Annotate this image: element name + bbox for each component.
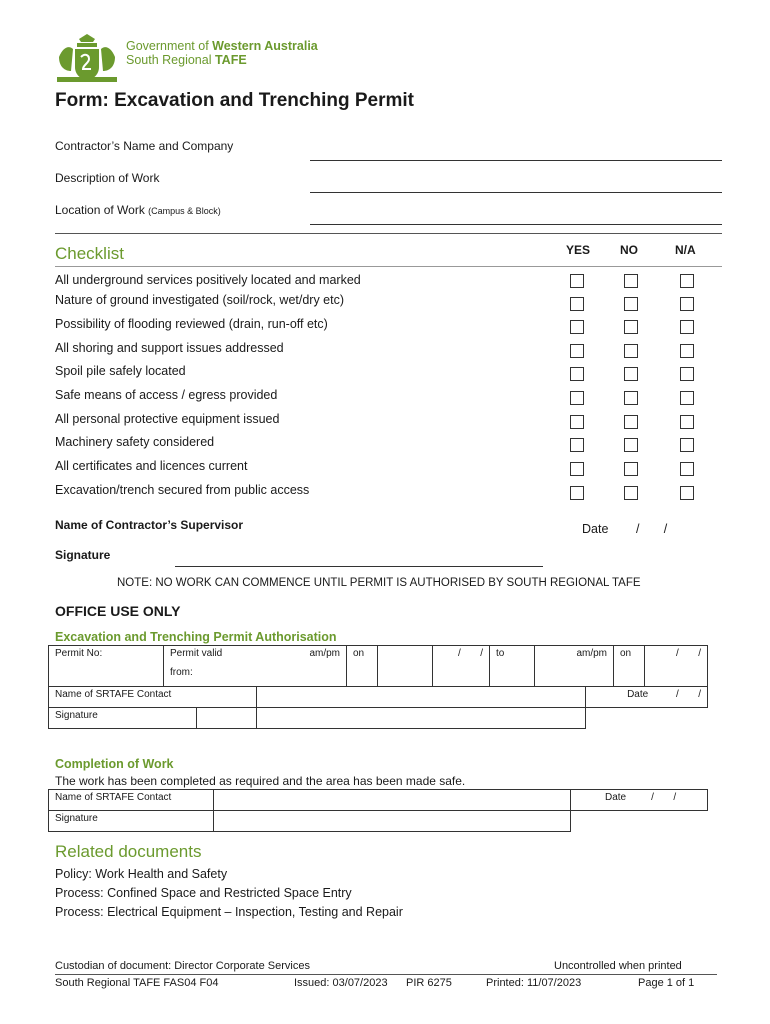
col-na: N/A — [675, 243, 696, 257]
no-checkbox[interactable] — [624, 415, 638, 429]
signature-input[interactable] — [214, 811, 571, 832]
organisation-line: South Regional TAFE — [126, 53, 247, 67]
contact-name-input[interactable] — [257, 687, 586, 708]
no-checkbox[interactable] — [624, 367, 638, 381]
table-row — [49, 811, 708, 832]
section-divider — [55, 233, 722, 234]
on-label: on — [353, 648, 365, 659]
na-checkbox[interactable] — [680, 297, 694, 311]
description-label: Description of Work — [55, 171, 160, 185]
no-checkbox[interactable] — [624, 462, 638, 476]
na-checkbox[interactable] — [680, 367, 694, 381]
yes-checkbox[interactable] — [570, 344, 584, 358]
wa-crest-logo — [55, 33, 119, 85]
contact-label: Name of SRTAFE Contact — [55, 792, 172, 803]
contact-label-cell — [49, 790, 214, 811]
page-number: Page 1 of 1 — [638, 977, 695, 989]
no-checkbox[interactable] — [624, 344, 638, 358]
date-label: Date — [627, 689, 649, 700]
date-label: Date — [605, 792, 627, 803]
yes-checkbox[interactable] — [570, 367, 584, 381]
uncontrolled-text: Uncontrolled when printed — [554, 960, 682, 972]
col-no: NO — [620, 243, 638, 257]
na-checkbox[interactable] — [680, 391, 694, 405]
authorisation-note: NOTE: NO WORK CAN COMMENCE UNTIL PERMIT IS AUTHORISED BY SOUTH REGIONAL TAFE — [117, 577, 641, 589]
date-cell[interactable] — [586, 687, 708, 708]
checklist-item: All shoring and support issues addressed — [55, 341, 284, 355]
office-use-heading: OFFICE USE ONLY — [55, 603, 181, 619]
location-label: Location of Work (Campus & Block) — [55, 203, 221, 217]
authorisation-table — [48, 645, 708, 687]
yes-checkbox[interactable] — [570, 297, 584, 311]
permit-no-cell[interactable] — [49, 646, 164, 687]
date-slashes: / / — [651, 792, 677, 803]
no-checkbox[interactable] — [624, 274, 638, 288]
supervisor-name-label: Name of Contractor’s Supervisor — [55, 518, 244, 532]
yes-checkbox[interactable] — [570, 486, 584, 500]
date-from-slashes-cell[interactable] — [433, 646, 490, 687]
na-checkbox[interactable] — [680, 344, 694, 358]
related-item[interactable]: Process: Confined Space and Restricted Space Entry — [55, 886, 352, 900]
signature-input[interactable] — [175, 566, 543, 567]
checklist-item: All certificates and licences current — [55, 459, 248, 473]
na-checkbox[interactable] — [680, 415, 694, 429]
yes-checkbox[interactable] — [570, 274, 584, 288]
srtafe-contact-table — [48, 686, 708, 729]
date-cell[interactable] — [571, 790, 708, 811]
location-note: (Campus & Block) — [148, 206, 221, 216]
auth-heading: Excavation and Trenching Permit Authorisation — [55, 630, 337, 644]
related-item[interactable]: Process: Electrical Equipment – Inspection, Testing and Repair — [55, 905, 403, 919]
checklist-heading: Checklist — [55, 244, 124, 263]
ampm-label: am/pm — [309, 648, 340, 659]
government-line: Government of Western Australia — [126, 39, 318, 53]
contact-label: Name of SRTAFE Contact — [55, 689, 172, 700]
table-row — [49, 790, 708, 811]
footer-divider — [55, 974, 717, 975]
signature-label: Signature — [55, 710, 98, 721]
date-slashes: / / — [675, 689, 701, 700]
contractor-label: Contractor’s Name and Company — [55, 139, 234, 153]
location-input[interactable] — [310, 224, 722, 225]
doc-id-text: South Regional TAFE FAS04 F04 — [55, 977, 219, 989]
yes-checkbox[interactable] — [570, 415, 584, 429]
checklist-item: Excavation/trench secured from public access — [55, 483, 310, 497]
permit-valid-cell[interactable] — [164, 646, 347, 687]
to-label: to — [496, 648, 505, 659]
no-checkbox[interactable] — [624, 486, 638, 500]
contact-label-cell — [49, 687, 257, 708]
blank-cell — [571, 811, 708, 832]
table-row — [49, 687, 708, 708]
date-slashes: / / — [675, 648, 701, 659]
no-checkbox[interactable] — [624, 391, 638, 405]
supervisor-date-slashes[interactable]: / / — [636, 522, 668, 536]
na-checkbox[interactable] — [680, 438, 694, 452]
table-row — [49, 646, 708, 687]
na-checkbox[interactable] — [680, 462, 694, 476]
yes-checkbox[interactable] — [570, 462, 584, 476]
checklist-item: Possibility of flooding reviewed (drain, run-off etc) — [55, 317, 328, 331]
permit-valid-label: Permit valid — [170, 648, 223, 659]
signature-cell[interactable] — [196, 708, 256, 729]
yes-checkbox[interactable] — [570, 320, 584, 334]
checklist-item: All personal protective equipment issued — [55, 412, 280, 426]
on-cell — [347, 646, 378, 687]
blank-cell — [586, 708, 708, 729]
date-slashes: / / — [457, 648, 483, 659]
pir-text: PIR 6275 — [406, 977, 452, 989]
contact-name-input[interactable] — [214, 790, 571, 811]
from-label: from: — [170, 667, 193, 678]
checklist-item: All underground services positively located and marked — [55, 273, 361, 287]
contractor-input[interactable] — [310, 160, 722, 161]
no-checkbox[interactable] — [624, 297, 638, 311]
table-row — [49, 708, 708, 729]
on-cell — [614, 646, 645, 687]
custodian-text: Custodian of document: Director Corporate Services — [55, 960, 310, 972]
page-title: Form: Excavation and Trenching Permit — [55, 90, 414, 111]
issued-text: Issued: 03/07/2023 — [294, 977, 388, 989]
date-from-cell[interactable] — [378, 646, 433, 687]
yes-checkbox[interactable] — [570, 438, 584, 452]
signature-label: Signature — [55, 548, 111, 562]
signature-label-cell — [49, 708, 197, 729]
ampm-label: am/pm — [576, 648, 607, 659]
na-checkbox[interactable] — [680, 486, 694, 500]
checklist-item: Machinery safety considered — [55, 435, 215, 449]
checklist-item: Nature of ground investigated (soil/rock, wet/dry etc) — [55, 293, 345, 307]
related-heading: Related documents — [55, 842, 202, 861]
related-item[interactable]: Policy: Work Health and Safety — [55, 867, 228, 881]
completion-text: The work has been completed as required and the area has been made safe. — [55, 774, 466, 788]
checklist-item: Spoil pile safely located — [55, 364, 186, 378]
completion-heading: Completion of Work — [55, 757, 174, 771]
signature-label-cell — [49, 811, 214, 832]
date-to-cell[interactable] — [645, 646, 708, 687]
yes-checkbox[interactable] — [570, 391, 584, 405]
permit-no-label: Permit No: — [55, 648, 103, 659]
printed-text: Printed: 11/07/2023 — [486, 977, 582, 989]
supervisor-date-label: Date — [582, 522, 609, 536]
signature-input[interactable] — [257, 708, 586, 729]
na-checkbox[interactable] — [680, 320, 694, 334]
col-yes: YES — [566, 243, 591, 257]
completion-table — [48, 789, 708, 832]
to-time-cell[interactable] — [535, 646, 614, 687]
on-label: on — [620, 648, 632, 659]
checklist-item: Safe means of access / egress provided — [55, 388, 278, 402]
checklist-divider — [55, 266, 722, 267]
signature-label: Signature — [55, 813, 98, 824]
na-checkbox[interactable] — [680, 274, 694, 288]
no-checkbox[interactable] — [624, 320, 638, 334]
no-checkbox[interactable] — [624, 438, 638, 452]
to-cell — [490, 646, 535, 687]
description-input[interactable] — [310, 192, 722, 193]
